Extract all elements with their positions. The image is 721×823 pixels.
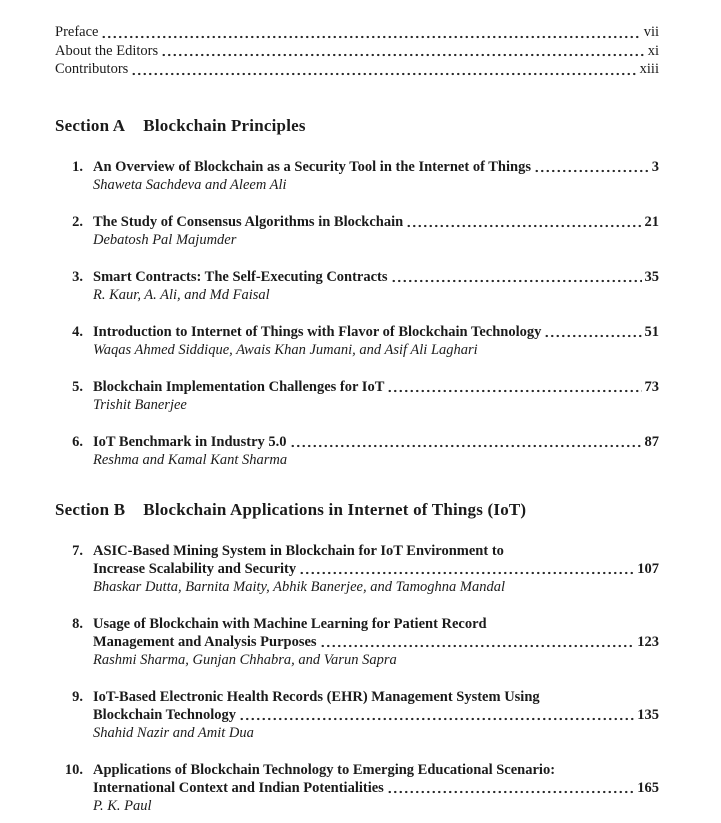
chapter-authors: Waqas Ahmed Siddique, Awais Khan Jumani, and Asif Ali Laghari <box>93 341 478 358</box>
front-matter-page-number: xiii <box>639 61 659 77</box>
toc-entry-chapter-4 <box>55 323 659 359</box>
chapter-authors: Trishit Banerjee <box>93 396 187 413</box>
chapter-number: 1. <box>72 158 83 175</box>
section-title: Blockchain Applications in Internet of Things (IoT) <box>143 499 527 519</box>
chapter-number: 6. <box>72 433 83 450</box>
chapter-authors: Bhaskar Dutta, Barnita Maity, Abhik Banerjee, and Tamoghna Mandal <box>93 578 506 595</box>
chapter-authors: Rashmi Sharma, Gunjan Chhabra, and Varun Sapra <box>93 651 397 668</box>
chapter-page-number: 3 <box>651 158 659 175</box>
front-matter-entry-contributors <box>55 60 659 79</box>
chapter-title-line-2: Blockchain Technology <box>93 706 237 723</box>
toc-entry-chapter-1 <box>55 158 659 194</box>
toc-entry-chapter-2 <box>55 213 659 249</box>
chapter-page-number: 165 <box>637 779 659 796</box>
chapter-number: 5. <box>72 378 83 395</box>
chapter-number: 3. <box>72 268 83 285</box>
front-matter-page-number: vii <box>643 24 659 40</box>
front-matter-list <box>55 23 659 79</box>
dot-leader <box>161 42 645 61</box>
section-label: Section A <box>55 115 126 135</box>
chapter-page-number: 51 <box>644 323 659 340</box>
chapter-page-number: 123 <box>637 633 659 650</box>
chapter-page-number: 87 <box>644 433 659 450</box>
section-a-heading <box>55 115 659 137</box>
chapter-title-line-2: Increase Scalability and Security <box>93 560 297 577</box>
toc-entry-chapter-6 <box>55 433 659 469</box>
section-b-heading <box>55 499 659 521</box>
front-matter-entry-preface <box>55 23 659 42</box>
chapter-page-number: 21 <box>644 213 659 230</box>
chapter-page-number: 73 <box>644 378 659 395</box>
dot-leader <box>320 633 635 651</box>
dot-leader <box>387 779 634 797</box>
dot-leader <box>544 323 641 341</box>
section-label: Section B <box>55 499 126 519</box>
dot-leader <box>406 213 641 231</box>
chapter-title: The Study of Consensus Algorithms in Blockchain <box>93 213 404 230</box>
front-matter-label: Contributors <box>55 61 129 77</box>
chapter-title-line-2: International Context and Indian Potentialities <box>93 779 384 796</box>
chapter-title-line-2: Management and Analysis Purposes <box>93 633 317 650</box>
dot-leader <box>101 23 640 42</box>
dot-leader <box>131 60 636 79</box>
chapter-title-line-1: IoT-Based Electronic Health Records (EHR) Management System Using <box>93 688 540 705</box>
toc-entry-chapter-9 <box>55 688 659 742</box>
dot-leader <box>299 560 634 578</box>
front-matter-label: Preface <box>55 24 99 40</box>
chapter-authors: Debatosh Pal Majumder <box>93 231 237 248</box>
chapter-number: 8. <box>72 615 83 632</box>
chapter-authors: Shahid Nazir and Amit Dua <box>93 724 254 741</box>
chapter-authors: R. Kaur, A. Ali, and Md Faisal <box>93 286 270 303</box>
chapter-title-line-1: Usage of Blockchain with Machine Learning for Patient Record <box>93 615 487 632</box>
dot-leader <box>391 268 642 286</box>
chapter-number: 10. <box>64 761 83 778</box>
chapter-page-number: 135 <box>637 706 659 723</box>
chapter-page-number: 107 <box>637 560 659 577</box>
front-matter-page-number: xi <box>647 42 659 59</box>
chapter-number: 2. <box>72 213 83 230</box>
toc-entry-chapter-3 <box>55 268 659 304</box>
front-matter-entry-about-editors <box>55 42 659 61</box>
dot-leader <box>387 378 641 396</box>
toc-entry-chapter-8 <box>55 615 659 669</box>
chapter-title: Introduction to Internet of Things with Flavor of Blockchain Technology <box>93 323 542 340</box>
toc-entry-chapter-10 <box>55 761 659 815</box>
dot-leader <box>239 706 634 724</box>
chapter-title: Blockchain Implementation Challenges for IoT <box>93 378 385 395</box>
chapter-authors: Shaweta Sachdeva and Aleem Ali <box>93 176 287 193</box>
chapter-title: An Overview of Blockchain as a Security Tool in the Internet of Things <box>93 158 531 175</box>
chapter-title-line-1: Applications of Blockchain Technology to Emerging Educational Scenario: <box>93 761 556 778</box>
toc-entry-chapter-7 <box>55 542 659 596</box>
chapter-number: 7. <box>72 542 83 559</box>
chapter-number: 4. <box>72 323 83 340</box>
chapter-page-number: 35 <box>644 268 659 285</box>
dot-leader <box>290 433 642 451</box>
chapter-authors: P. K. Paul <box>93 797 152 814</box>
chapter-number: 9. <box>72 688 83 705</box>
section-title: Blockchain Principles <box>143 115 306 135</box>
chapter-title-line-1: ASIC-Based Mining System in Blockchain for IoT Environment to <box>93 542 504 559</box>
dot-leader <box>534 158 649 176</box>
chapter-authors: Reshma and Kamal Kant Sharma <box>93 451 288 468</box>
toc-entry-chapter-5 <box>55 378 659 414</box>
chapter-title: Smart Contracts: The Self-Executing Contracts <box>93 268 388 285</box>
chapter-title: IoT Benchmark in Industry 5.0 <box>93 433 287 450</box>
front-matter-label: About the Editors <box>55 42 159 59</box>
